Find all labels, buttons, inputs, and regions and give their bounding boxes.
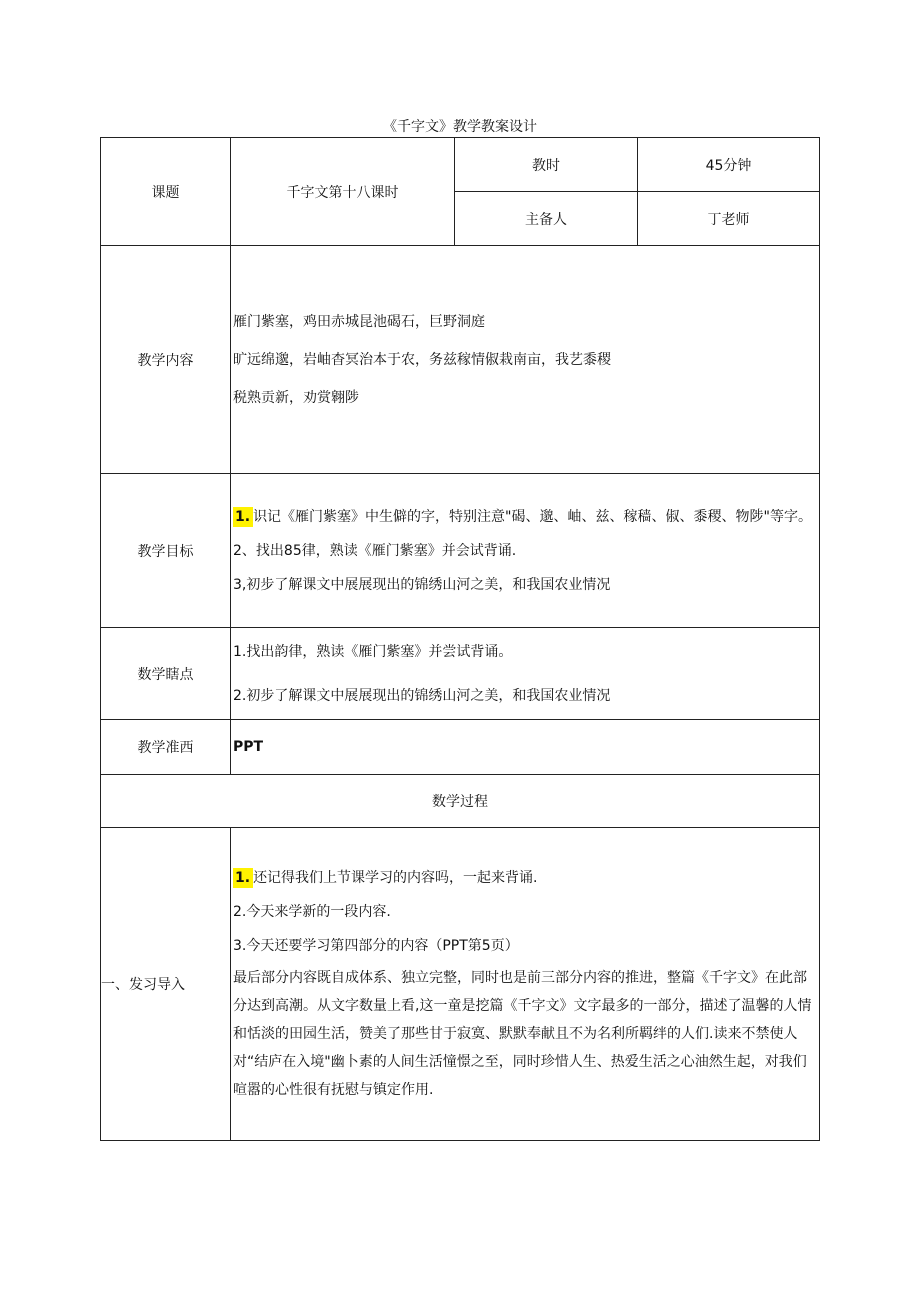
goal-item-1-number: 1.	[233, 507, 253, 527]
hours-value: 45分钟	[638, 138, 820, 192]
key-point-1: 1.找出韵律，熟读《雁门紫塞》并尝试背诵。	[233, 643, 513, 660]
goals-row	[101, 474, 820, 628]
intro-label: 一、发习导入	[101, 828, 231, 1141]
goals-content	[231, 474, 820, 628]
key-points-content	[231, 628, 820, 720]
document-title: 《千字文》教学教案设计	[383, 119, 537, 135]
poem-line-3: 税熟贡新，劝赏翱陟	[233, 389, 359, 406]
topic-label: 课题	[101, 138, 231, 246]
intro-paragraph: 最后部分内容既自成体系、独立完整，同时也是前三部分内容的推进，整篇《千字文》在此部分达到高潮。从文字数量上看,这一童是挖篇《千字文》文字最多的一部分，描述了温馨的人情和恬淡的田园生活，赞美了那些甘于寂寞、默默奉献且不为名利所羁绊的人们.读来不禁使人对“结庐在入境"幽卜素的人间生活憧憬之至，同时珍惜人生、热爱生活之心油然生起，对我们喧嚣的心性很有抚慰与镇定作用.	[233, 970, 812, 1098]
hours-label: 教时	[455, 138, 638, 192]
goals-label: 教学目标	[101, 474, 231, 628]
key-point-2: 2.初步了解课文中展展现出的锦绣山河之美，和我国农业情况	[233, 687, 611, 704]
topic-value: 千字文第十八课时	[231, 138, 455, 246]
content-row	[101, 246, 820, 474]
preparation-label: 教学准西	[101, 720, 231, 775]
intro-item-2: 2.今天来学新的一段内容.	[233, 904, 391, 920]
process-title: 数学过程	[101, 775, 820, 828]
intro-item-1	[233, 864, 817, 892]
header-row-1	[101, 138, 820, 192]
key-points-row	[101, 628, 820, 720]
intro-item-3: 3.今天还要学习第四部分的内容（PPT第5页）	[233, 938, 519, 954]
process-title-row	[101, 775, 820, 828]
poem-line-1: 雁门紫塞，鸡田赤城昆池碣石，巨野洞庭	[233, 313, 485, 330]
goal-item-2: 2、找出85律，熟读《雁门紫塞》并会试背诵.	[233, 542, 517, 559]
goal-item-1-text: 识记《雁门紫塞》中生僻的字，特别注意"碣、邈、岫、兹、稼穑、俶、黍稷、物陟"等字。	[253, 508, 812, 525]
preparer-label: 主备人	[455, 192, 638, 246]
intro-item-1-text: 还记得我们上节课学习的内容吗，一起来背诵.	[253, 870, 538, 886]
intro-item-1-number: 1.	[233, 868, 253, 888]
preparer-value: 丁老师	[638, 192, 820, 246]
goal-item-1	[233, 503, 817, 531]
intro-row	[101, 828, 820, 1141]
preparation-value: PPT	[231, 720, 820, 775]
preparation-row	[101, 720, 820, 775]
goal-item-3: 3,初步了解课文中展展现出的锦绣山河之美，和我国农业情况	[233, 576, 611, 593]
key-points-label: 数学瞎点	[101, 628, 231, 720]
content-label: 教学内容	[101, 246, 231, 474]
content-text	[231, 246, 820, 474]
intro-content	[231, 828, 820, 1141]
lesson-plan-table	[100, 137, 820, 1141]
poem-line-2: 旷远绵邈，岩岫杳冥治本于农，务兹稼情俶栽南亩，我艺黍稷	[233, 351, 611, 368]
